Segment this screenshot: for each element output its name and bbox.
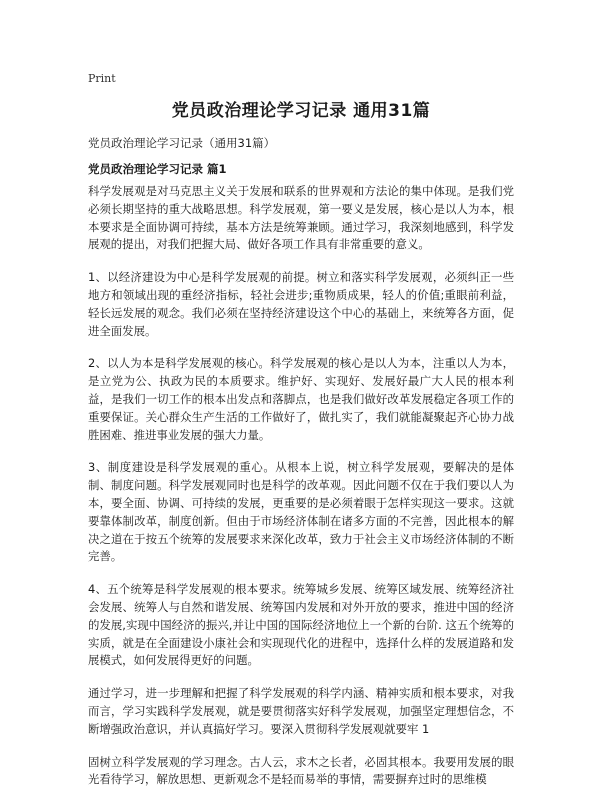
paragraph-point-3: 3、制度建设是科学发展观的重心。从根本上说，树立科学发展观，要解决的是体制、制度问题。科学发展观同时也是科学的改革观。因此问题不仅在于我们要以人为本，要全面、协调、可持续的发展，更重要的是必须着眼于怎样实现这一要求。这就要靠体制改革，制度创新。但由于市场经济体制在诸多方面的不完善，因此根本的解决之道在于按五个统筹的发展要求来深化改革，致力于社会主义市场经济体制的不断完善。 [88, 460, 514, 564]
section-heading: 党员政治理论学习记录 篇1 [88, 162, 227, 176]
paragraph-point-1: 1、以经济建设为中心是科学发展观的前提。树立和落实科学发展观，必须纠正一些地方和领域出现的重经济指标，轻社会进步;重物质成果，轻人的价值;重眼前利益，轻长远发展的观念。我们必须在坚持经济建设这个中心的基础上，来统筹各方面，促进全面发展。 [88, 270, 514, 338]
paragraph-continued: 固树立科学发展观的学习理念。古人云，求木之长者，必固其根本。我要用发展的眼光看待学习，解放思想、更新观念不是轻而易举的事情，需要摒弃过时的思维模 [88, 754, 514, 787]
print-link[interactable]: Print [88, 72, 116, 85]
document-subtitle: 党员政治理论学习记录（通用31篇） [88, 136, 276, 150]
paragraph-point-2: 2、以人为本是科学发展观的核心。科学发展观的核心是以人为本，注重以人为本，是立党为公、执政为民的本质要求。维护好、实现好、发展好最广大人民的根本利益，是我们一切工作的根本出发点和落脚点，也是我们做好改革发展稳定各项工作的重要保证。关心群众生产生活的工作做好了，做扎实了，我们就能凝聚起齐心协力战胜困难、推进事业发展的强大力量。 [88, 356, 514, 442]
document-title: 党员政治理论学习记录 通用31篇 [171, 101, 431, 121]
paragraph-conclusion: 通过学习，进一步理解和把握了科学发展观的科学内涵、精神实质和根本要求，对我而言，学习实践科学发展观，就是要贯彻落实好科学发展观，加强坚定理想信念，不断增强政治意识，并认真搞好学习。要深入贯彻科学发展观就要牢 1 [88, 686, 514, 736]
paragraph-point-4: 4、五个统筹是科学发展观的根本要求。统筹城乡发展、统筹区域发展、统筹经济社会发展、统筹人与自然和谐发展、统筹国内发展和对外开放的要求，推进中国的经济的发展,实现中国经济的振兴,并让中国的国际经济地位上一个新的台阶. 这五个统筹的实质，就是在全面建设小康社会和实现现代化的进程中，选择什么样的发展道路和发展模式，如何发展得更好的问题。 [88, 582, 514, 668]
paragraph-intro: 科学发展观是对马克思主义关于发展和联系的世界观和方法论的集中体现。是我们党必须长期坚持的重大战略思想。科学发展观，第一要义是发展，核心是以人为本，根本要求是全面协调可持续，基本方法是统筹兼顾。通过学习，我深刻地感到，科学发展观的提出，对我们把握大局、做好各项工作具有非常重要的意义。 [88, 184, 514, 252]
document-body [88, 183, 514, 804]
